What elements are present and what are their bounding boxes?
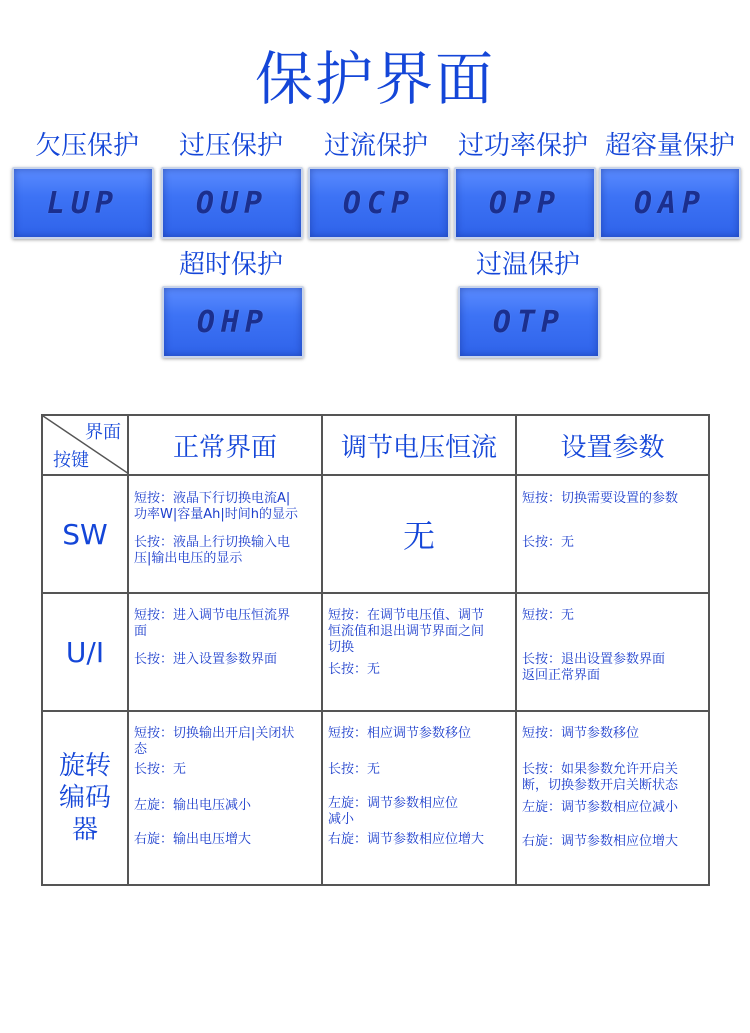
protection-label: 欠压保护 — [34, 131, 139, 161]
lcd-display-lvp — [12, 167, 154, 239]
cell-encoder-settings — [516, 711, 709, 885]
lcd-code: LUP — [46, 185, 120, 221]
protection-otp — [453, 250, 603, 280]
cell-text: 长按：无 — [328, 762, 381, 777]
protection-label: 超时保护 — [178, 250, 283, 280]
cell-text: 短按：切换需要设置的参数 — [522, 491, 679, 506]
cell-text: 长按：无 — [522, 535, 575, 550]
protection-oap — [595, 131, 745, 161]
corner-label-interface: 界面 — [85, 422, 121, 443]
protection-lvp — [12, 131, 162, 161]
protection-label: 过温保护 — [475, 250, 580, 280]
corner-label-key: 按键 — [53, 450, 89, 471]
table-row-ui — [42, 593, 709, 711]
column-header-adjust: 调节电压恒流 — [322, 415, 516, 475]
table-header-row — [42, 415, 709, 475]
lcd-display-ovp — [161, 167, 303, 239]
cell-encoder-adjust — [322, 711, 516, 885]
cell-text: 长按：无 — [134, 762, 187, 777]
cell-text: 面 — [134, 624, 148, 639]
cell-text: 左旋：输出电压减小 — [134, 798, 252, 813]
cell-text: 左旋：调节参数相应位 — [328, 796, 459, 811]
cell-ui-normal — [128, 593, 322, 711]
cell-text: 右旋：输出电压增大 — [134, 832, 252, 847]
lcd-code: OTP — [492, 304, 566, 340]
protection-label: 过功率保护 — [457, 131, 588, 161]
cell-text: 恒流值和退出调节界面之间 — [328, 624, 485, 639]
lcd-code: OPP — [488, 185, 562, 221]
cell-text: 右旋：调节参数相应位增大 — [328, 832, 485, 847]
cell-text: 长按：液晶上行切换输入电 — [134, 535, 291, 550]
cell-text: 长按：如果参数允许开启关 — [522, 762, 679, 777]
cell-text: 长按：进入设置参数界面 — [134, 652, 278, 667]
lcd-code: OCP — [342, 185, 416, 221]
lcd-display-otp — [458, 286, 600, 358]
cell-text: 减小 — [328, 812, 355, 827]
key-name-sw: SW — [42, 475, 128, 593]
column-header-settings: 设置参数 — [516, 415, 709, 475]
cell-text: 左旋：调节参数相应位减小 — [522, 800, 679, 815]
cell-text: 右旋：调节参数相应位增大 — [522, 834, 679, 849]
cell-text: 短按：相应调节参数移位 — [328, 726, 472, 741]
cell-text: 短按：无 — [522, 608, 575, 623]
lcd-display-ocp — [308, 167, 450, 239]
lcd-code: OHP — [196, 304, 270, 340]
lcd-code: OUP — [195, 185, 269, 221]
cell-text: 短按：在调节电压值、调节 — [328, 608, 485, 623]
protection-ovp — [156, 131, 306, 161]
cell-encoder-normal — [128, 711, 322, 885]
key-name-encoder — [42, 711, 128, 885]
key-name-line: 器 — [71, 815, 98, 845]
protection-opp — [448, 131, 598, 161]
cell-sw-settings — [516, 475, 709, 593]
cell-text: 切换 — [328, 640, 355, 655]
protection-ohp — [156, 250, 306, 280]
cell-text: 功率W|容量Ah|时间h的显示 — [134, 507, 298, 522]
cell-text: 压|输出电压的显示 — [134, 551, 243, 566]
key-name-line: 旋转 — [58, 751, 111, 781]
lcd-display-oap — [599, 167, 741, 239]
column-header-normal: 正常界面 — [128, 415, 322, 475]
key-function-table — [41, 414, 710, 886]
cell-sw-adjust: 无 — [322, 475, 516, 593]
table-row-encoder — [42, 711, 709, 885]
cell-text: 返回正常界面 — [522, 668, 601, 683]
table-row-sw — [42, 475, 709, 593]
page-title: 保护界面 — [254, 45, 495, 113]
cell-text: 断，切换参数开启关断状态 — [522, 778, 679, 793]
table-corner-cell — [42, 415, 128, 475]
cell-text: 短按：调节参数移位 — [522, 726, 640, 741]
cell-text: 短按：液晶下行切换电流A| — [134, 491, 291, 506]
protection-ocp — [301, 131, 451, 161]
lcd-display-opp — [454, 167, 596, 239]
cell-text: 长按：无 — [328, 662, 381, 677]
key-name-ui: U/I — [42, 593, 128, 711]
cell-text: 态 — [134, 742, 148, 757]
protection-label: 超容量保护 — [604, 131, 735, 161]
cell-sw-normal — [128, 475, 322, 593]
cell-text: 短按：切换输出开启|关闭状 — [134, 726, 295, 741]
cell-ui-adjust — [322, 593, 516, 711]
cell-text: 长按：退出设置参数界面 — [522, 652, 666, 667]
protection-label: 过流保护 — [323, 131, 428, 161]
lcd-code: OAP — [633, 185, 707, 221]
cell-ui-settings — [516, 593, 709, 711]
cell-text: 短按：进入调节电压恒流界 — [134, 608, 291, 623]
key-name-line: 编码 — [58, 783, 111, 813]
lcd-display-ohp — [162, 286, 304, 358]
protection-label: 过压保护 — [178, 131, 283, 161]
